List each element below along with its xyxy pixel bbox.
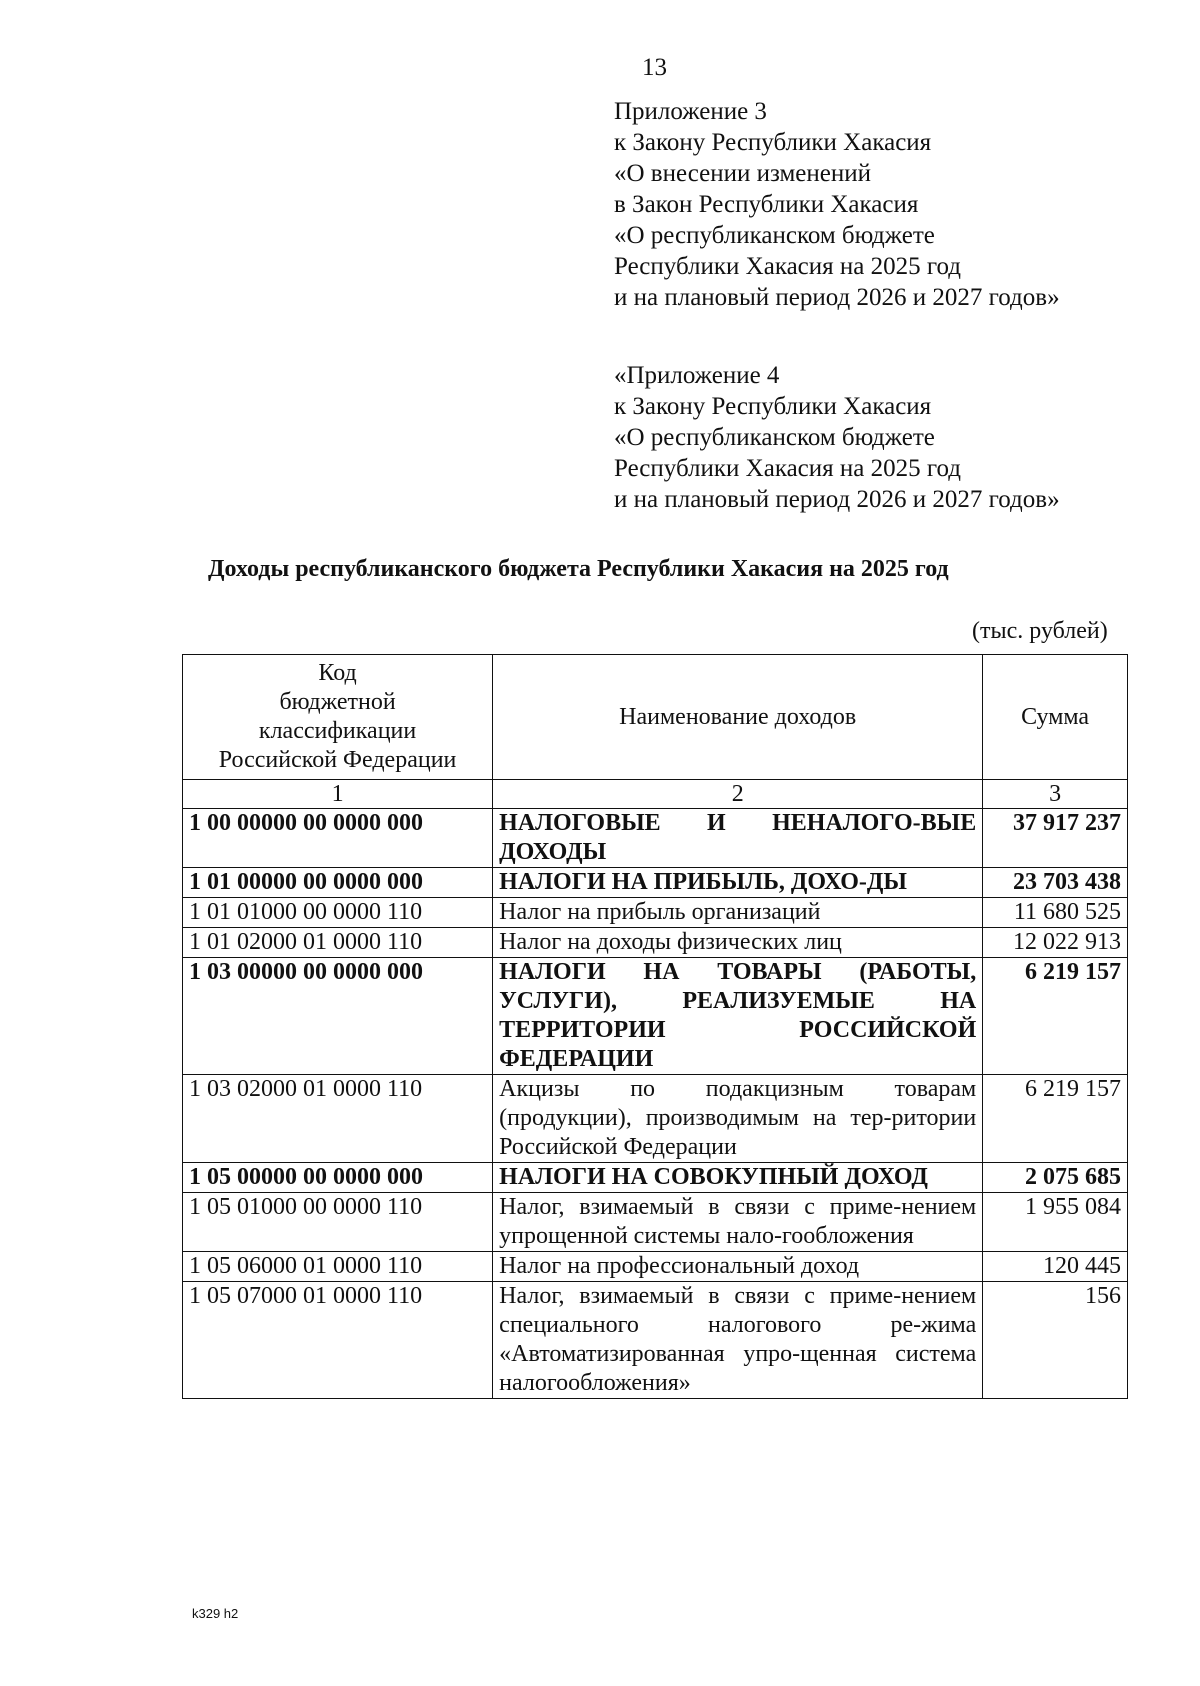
row-name: НАЛОГИ НА ТОВАРЫ (РАБОТЫ, УСЛУГИ), РЕАЛИЗУЕМЫЕ НА ТЕРРИТОРИИ РОССИЙСКОЙ ФЕДЕРАЦИИ — [493, 958, 983, 1075]
header-name: Наименование доходов — [493, 655, 983, 780]
row-code: 1 01 01000 00 0000 110 — [183, 898, 493, 928]
row-sum: 1 955 084 — [983, 1193, 1128, 1252]
row-code: 1 01 00000 00 0000 000 — [183, 868, 493, 898]
appendix-3-line: и на плановый период 2026 и 2027 годов» — [614, 284, 1060, 311]
row-code: 1 00 00000 00 0000 000 — [183, 809, 493, 868]
row-code: 1 05 00000 00 0000 000 — [183, 1163, 493, 1193]
appendix-3-line: в Закон Республики Хакасия — [614, 191, 919, 218]
row-name: НАЛОГИ НА ПРИБЫЛЬ, ДОХО-ДЫ — [493, 868, 983, 898]
row-sum: 23 703 438 — [983, 868, 1128, 898]
column-number: 2 — [493, 780, 983, 809]
appendix-4-line: Республики Хакасия на 2025 год — [614, 455, 962, 482]
row-name: НАЛОГОВЫЕ И НЕНАЛОГО-ВЫЕ ДОХОДЫ — [493, 809, 983, 868]
header-code-line: классификации — [258, 718, 417, 744]
header-sum: Сумма — [983, 655, 1128, 780]
row-name: Налог, взимаемый в связи с приме-нением специального налогового ре-жима «Автоматизированная упро-щенная система налогообложения» — [493, 1282, 983, 1399]
table-row — [183, 1193, 1128, 1252]
table-header-row — [183, 655, 1128, 780]
row-sum: 11 680 525 — [983, 898, 1128, 928]
appendix-3-reference — [614, 96, 1060, 313]
row-name: Акцизы по подакцизным товарам (продукции), производимым на тер-ритории Российской Федерации — [493, 1075, 983, 1163]
row-code: 1 01 02000 01 0000 110 — [183, 928, 493, 958]
document-title: Доходы республиканского бюджета Республики Хакасия на 2025 год — [208, 556, 949, 582]
row-sum: 12 022 913 — [983, 928, 1128, 958]
table-row — [183, 1163, 1128, 1193]
page-number: 13 — [642, 54, 667, 81]
appendix-4-line: к Закону Республики Хакасия — [614, 393, 932, 420]
appendix-3-line: «О внесении изменений — [614, 160, 872, 187]
revenue-table — [182, 654, 1128, 1399]
row-sum: 6 219 157 — [983, 958, 1128, 1075]
column-number: 3 — [983, 780, 1128, 809]
table-row — [183, 1252, 1128, 1282]
row-name: Налог, взимаемый в связи с приме-нением упрощенной системы нало-гообложения — [493, 1193, 983, 1252]
table-row — [183, 1075, 1128, 1163]
row-code: 1 05 06000 01 0000 110 — [183, 1252, 493, 1282]
row-sum: 120 445 — [983, 1252, 1128, 1282]
row-sum: 37 917 237 — [983, 809, 1128, 868]
table-row — [183, 868, 1128, 898]
appendix-3-line: «О республиканском бюджете — [614, 222, 935, 249]
row-name: НАЛОГИ НА СОВОКУПНЫЙ ДОХОД — [493, 1163, 983, 1193]
row-name: Налог на прибыль организаций — [493, 898, 983, 928]
row-name: Налог на профессиональный доход — [493, 1252, 983, 1282]
appendix-3-line: Республики Хакасия на 2025 год — [614, 253, 962, 280]
table-row — [183, 809, 1128, 868]
header-code — [183, 655, 493, 780]
column-number: 1 — [183, 780, 493, 809]
row-code: 1 03 02000 01 0000 110 — [183, 1075, 493, 1163]
table-row — [183, 898, 1128, 928]
table-row — [183, 1282, 1128, 1399]
row-sum: 6 219 157 — [983, 1075, 1128, 1163]
appendix-4-line: и на плановый период 2026 и 2027 годов» — [614, 486, 1060, 513]
appendix-4-line: «Приложение 4 — [614, 362, 780, 389]
column-number-row — [183, 780, 1128, 809]
appendix-3-line: к Закону Республики Хакасия — [614, 129, 932, 156]
header-code-line: Российской Федерации — [218, 747, 457, 773]
row-name: Налог на доходы физических лиц — [493, 928, 983, 958]
header-code-line: Код — [318, 660, 357, 686]
appendix-4-line: «О республиканском бюджете — [614, 424, 935, 451]
row-code: 1 03 00000 00 0000 000 — [183, 958, 493, 1075]
row-code: 1 05 01000 00 0000 110 — [183, 1193, 493, 1252]
row-sum: 156 — [983, 1282, 1128, 1399]
appendix-3-line: Приложение 3 — [614, 98, 767, 125]
footer-document-code: k329 h2 — [192, 1606, 239, 1621]
appendix-4-reference — [614, 360, 1060, 515]
row-code: 1 05 07000 01 0000 110 — [183, 1282, 493, 1399]
units-label: (тыс. рублей) — [972, 618, 1108, 644]
header-code-line: бюджетной — [279, 689, 396, 715]
row-sum: 2 075 685 — [983, 1163, 1128, 1193]
table-row — [183, 928, 1128, 958]
table-row — [183, 958, 1128, 1075]
revenue-table-body — [183, 809, 1128, 1399]
